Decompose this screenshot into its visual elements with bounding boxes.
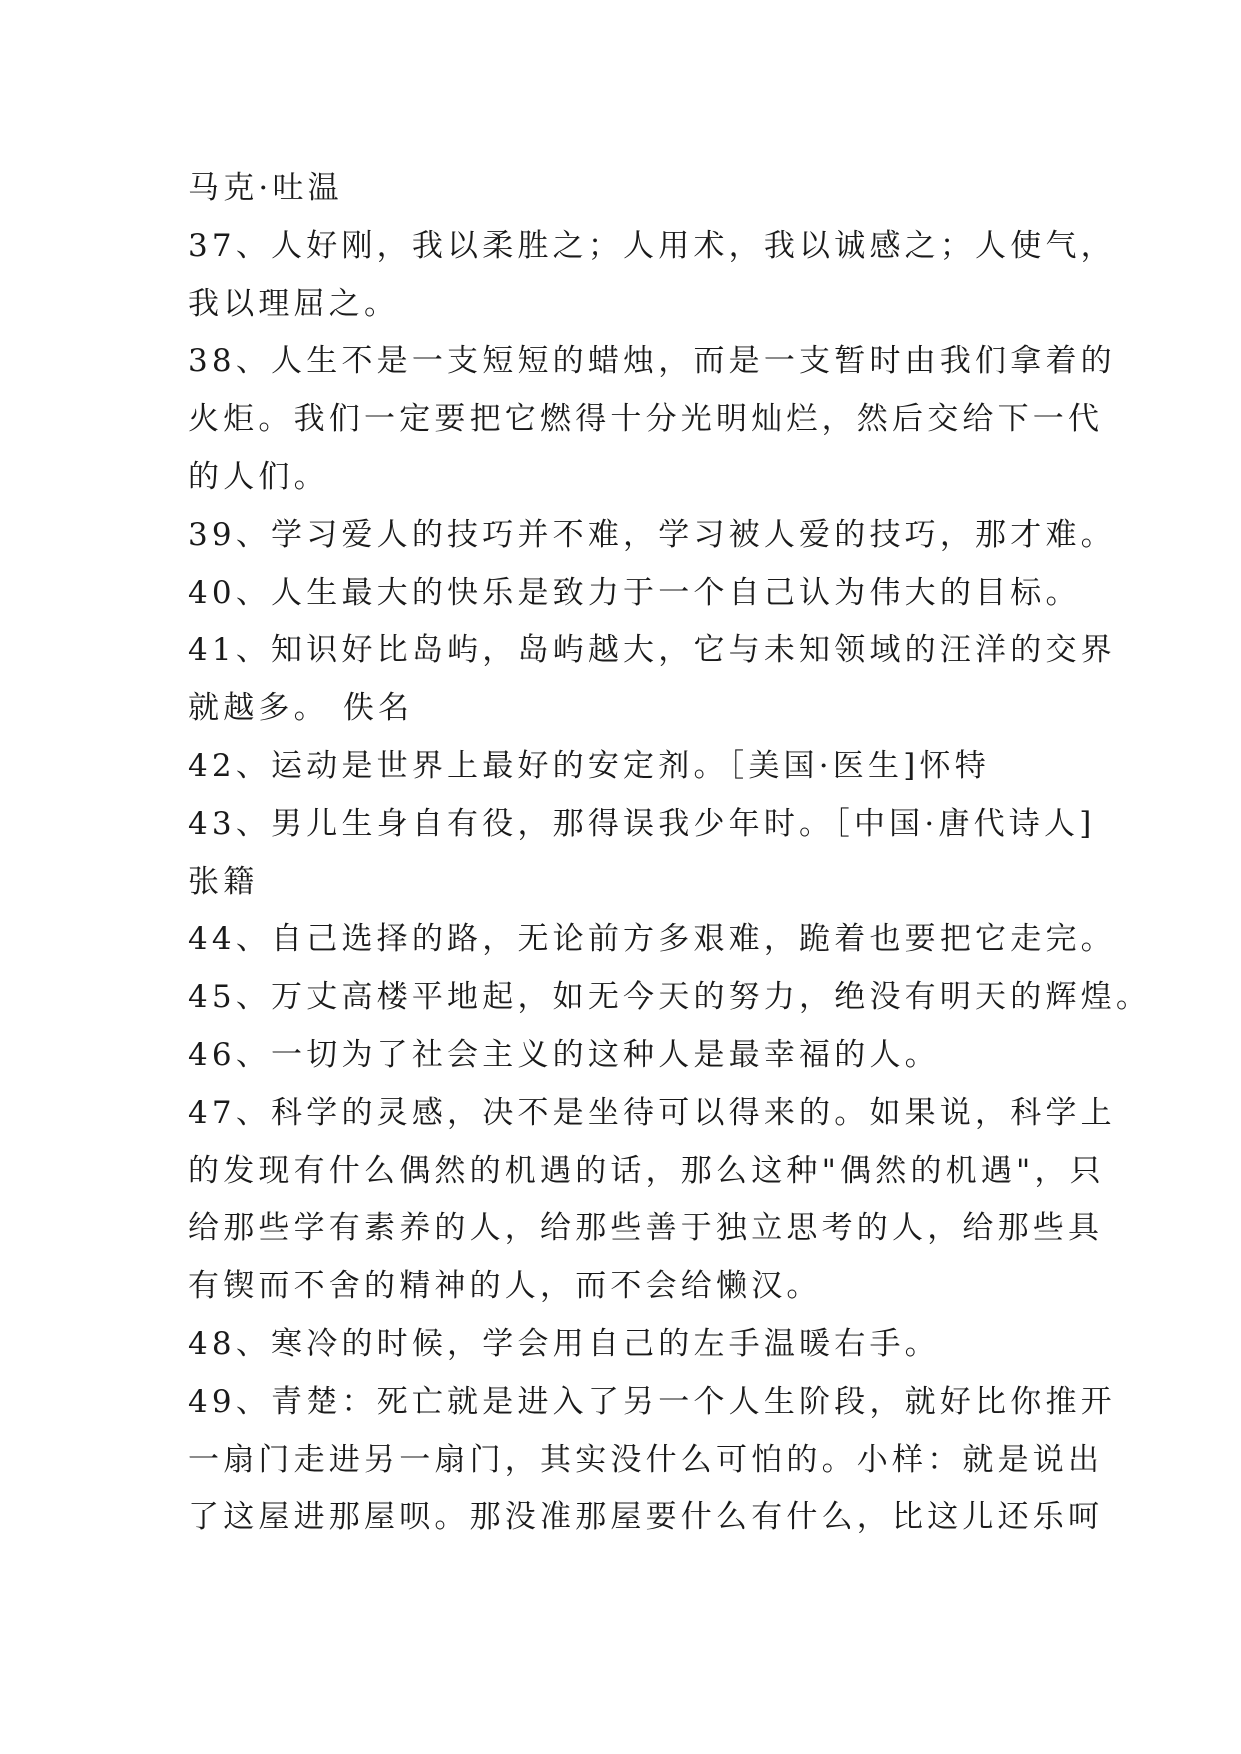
text-line: 39、学习爱人的技巧并不难，学习被人爱的技巧，那才难。 bbox=[188, 516, 1116, 553]
text-line: 我以理屈之。 bbox=[188, 285, 400, 322]
text-line: 的人们。 bbox=[188, 458, 329, 495]
text-line: 的发现有什么偶然的机遇的话，那么这种"偶然的机遇"，只 bbox=[188, 1152, 1105, 1189]
text-line: 一扇门走进另一扇门，其实没什么可怕的。小样：就是说出 bbox=[188, 1441, 1104, 1478]
text-line: 38、人生不是一支短短的蜡烛，而是一支暂时由我们拿着的 bbox=[188, 343, 1116, 380]
text-line: 46、一切为了社会主义的这种人是最幸福的人。 bbox=[188, 1036, 940, 1073]
text-line: 有锲而不舍的精神的人，而不会给懒汉。 bbox=[188, 1268, 822, 1305]
text-line: 48、寒冷的时候，学会用自己的左手温暖右手。 bbox=[188, 1325, 940, 1362]
text-line: 就越多。 佚名 bbox=[188, 690, 414, 727]
text-line: 47、科学的灵感，决不是坐待可以得来的。如果说，科学上 bbox=[188, 1094, 1116, 1131]
text-line: 马克·吐温 bbox=[188, 170, 343, 206]
text-line: 给那些学有素养的人，给那些善于独立思考的人，给那些具 bbox=[188, 1210, 1104, 1247]
text-line: 44、自己选择的路，无论前方多艰难，跪着也要把它走完。 bbox=[188, 921, 1116, 958]
text-line: 45、万丈高楼平地起，如无今天的努力，绝没有明天的辉煌。 bbox=[188, 979, 1152, 1016]
document-text bbox=[188, 160, 1152, 1547]
text-line: 37、人好刚，我以柔胜之；人用术，我以诚感之；人使气， bbox=[188, 227, 1116, 264]
text-line: 火炬。我们一定要把它燃得十分光明灿烂，然后交给下一代 bbox=[188, 401, 1104, 438]
text-line: 43、男儿生身自有役，那得误我少年时。［中国·唐代诗人] bbox=[188, 805, 1096, 842]
text-line: 40、人生最大的快乐是致力于一个自己认为伟大的目标。 bbox=[188, 574, 1081, 611]
text-line: 张籍 bbox=[188, 863, 259, 900]
text-line: 41、知识好比岛屿，岛屿越大，它与未知领域的汪洋的交界 bbox=[188, 632, 1116, 669]
text-line: 了这屋进那屋呗。那没准那屋要什么有什么，比这儿还乐呵 bbox=[188, 1499, 1104, 1536]
text-line: 49、青楚：死亡就是进入了另一个人生阶段，就好比你推开 bbox=[188, 1383, 1116, 1420]
text-line: 42、运动是世界上最好的安定剂。［美国·医生]怀特 bbox=[188, 747, 990, 784]
